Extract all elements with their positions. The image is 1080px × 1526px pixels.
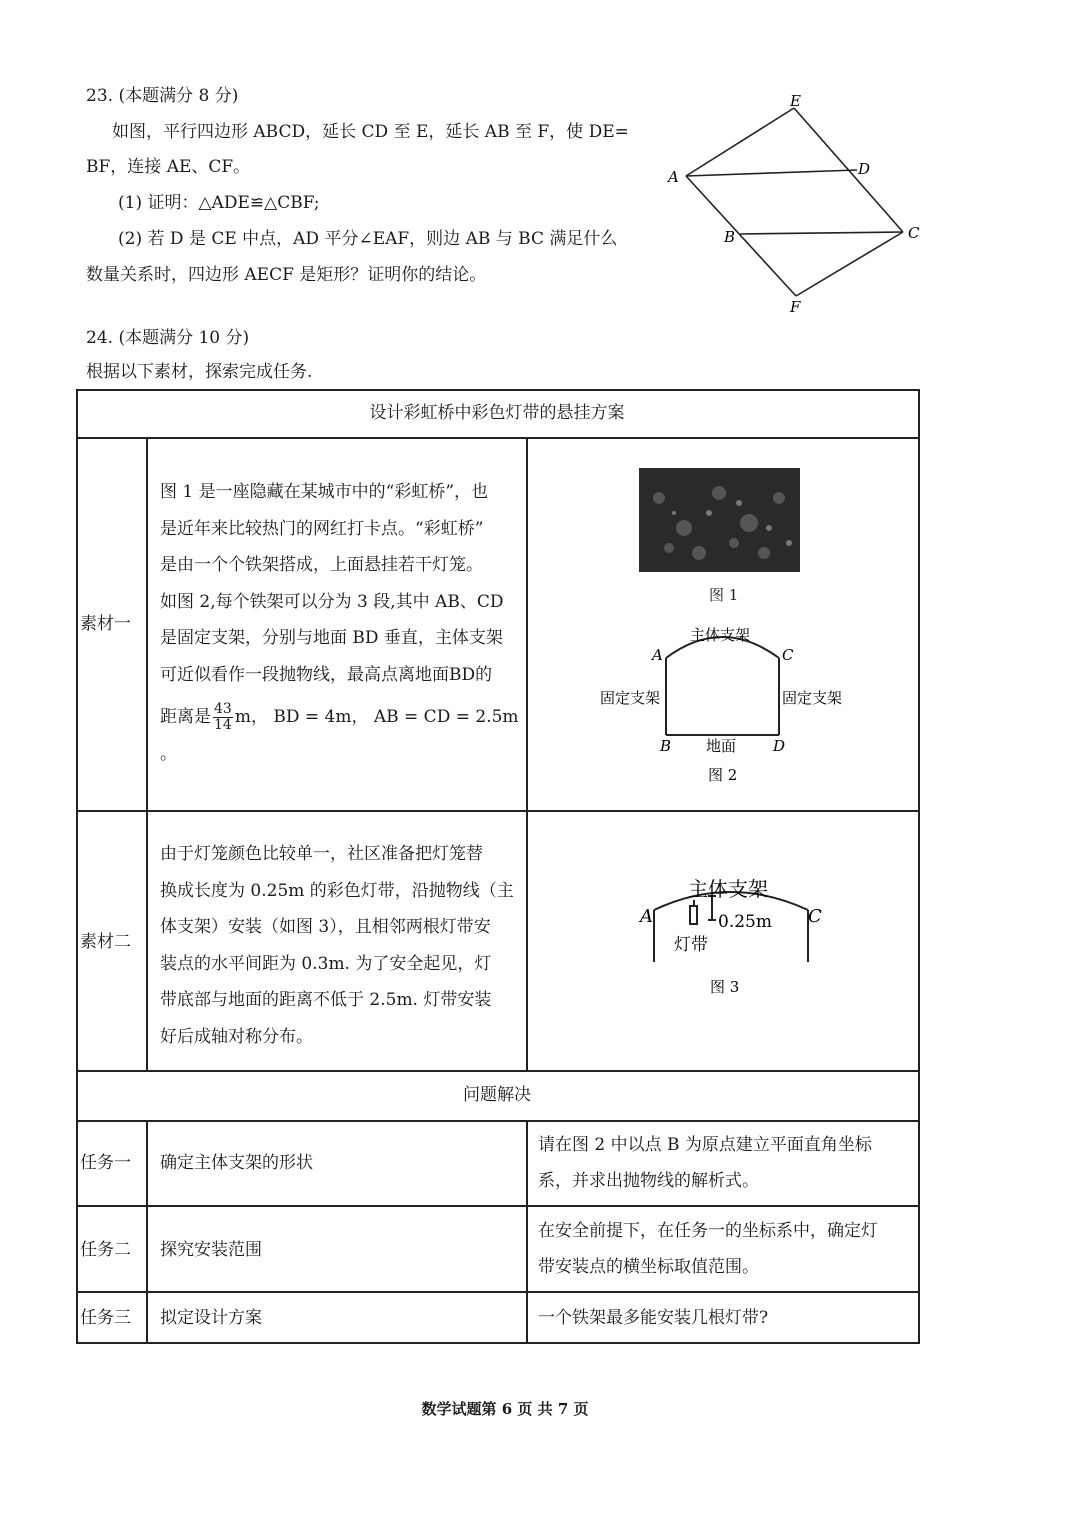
q23-part1: (1) 证明：△ADE≌△CBF; (118, 193, 320, 213)
material-1-text (160, 474, 522, 772)
m1-line-last (160, 699, 522, 772)
figure-3-light-strip (630, 870, 850, 1000)
fig2-label-B: B (660, 737, 672, 755)
task-1-name: 确定主体支架的形状 (160, 1153, 313, 1173)
q23-parallelogram-figure (660, 90, 940, 320)
m2-line: 带底部与地面的距离不低于 2.5m. 灯带安装 (160, 990, 492, 1010)
task-3-label: 任务三 (80, 1308, 131, 1328)
fig3-label-C: C (808, 906, 822, 927)
fig2-label-D: D (773, 737, 786, 755)
task-3-name: 拟定设计方案 (160, 1308, 262, 1328)
task-2-label: 任务二 (80, 1240, 131, 1260)
label-E: E (790, 92, 801, 110)
q24-header: 24. (本题满分 10 分) (86, 328, 250, 348)
task-2-desc-2: 带安装点的横坐标取值范围。 (538, 1257, 759, 1277)
fig2-label-A: A (652, 646, 663, 664)
label-A: A (668, 168, 679, 186)
m1-line: 是固定支架，分别与地面 BD 垂直，主体支架 (160, 628, 503, 648)
material-1-label: 素材一 (80, 614, 131, 634)
q23-part2-a: (2) 若 D 是 CE 中点，AD 平分∠EAF，则边 AB 与 BC 满足什么 (118, 229, 618, 249)
task-1-label: 任务一 (80, 1153, 131, 1173)
m1-last-suffix: m， BD = 4m， AB = CD = 2.5m 。 (160, 707, 519, 764)
m1-line: 如图 2,每个铁架可以分为 3 段,其中 AB、CD (160, 591, 504, 612)
label-D: D (858, 160, 871, 178)
fig2-fixed-right: 固定支架 (782, 689, 843, 707)
q23-header: 23. (本题满分 8 分) (86, 86, 239, 106)
m1-line: 图 1 是一座隐藏在某城市中的“彩虹桥”，也 (160, 482, 489, 502)
fig2-fixed-left: 固定支架 (600, 689, 661, 707)
figure-1-caption: 图 1 (709, 586, 739, 604)
task-1-desc-1: 请在图 2 中以点 B 为原点建立平面直角坐标 (538, 1135, 872, 1155)
label-F: F (790, 298, 801, 316)
fig2-caption: 图 2 (708, 766, 738, 784)
fig3-caption: 图 3 (710, 978, 740, 996)
fig2-ground: 地面 (706, 737, 737, 755)
task-1-desc-2: 系，并求出抛物线的解析式。 (538, 1171, 759, 1191)
m1-line: 是由一个个铁架搭成，上面悬挂若干灯笼。 (160, 555, 483, 575)
m1-line: 可近似看作一段抛物线，最高点离地面BD的 (160, 664, 493, 685)
task-2-desc-1: 在安全前提下，在任务一的坐标系中，确定灯 (538, 1221, 878, 1241)
q23-part2-b: 数量关系时，四边形 AECF 是矩形？证明你的结论。 (86, 265, 487, 285)
task-3-desc-1: 一个铁架最多能安装几根灯带? (538, 1308, 769, 1328)
m1-line: 是近年来比较热门的网红打卡点。“彩虹桥” (160, 518, 484, 539)
solve-title: 问题解决 (463, 1085, 531, 1105)
fig2-label-C: C (782, 646, 794, 664)
table-title: 设计彩虹桥中彩色灯带的悬挂方案 (369, 403, 625, 423)
m2-line: 换成长度为 0.25m 的彩色灯带，沿抛物线（主 (160, 880, 514, 901)
m1-last-prefix: 距离是 (160, 707, 211, 727)
figure-1-photo (639, 468, 800, 572)
fig3-length: 0.25m (718, 912, 772, 932)
label-C: C (908, 224, 920, 242)
fig3-light-strip: 灯带 (674, 935, 708, 955)
page-footer: 数学试题第 6 页 共 7 页 (421, 1400, 589, 1418)
m2-line: 好后成轴对称分布。 (160, 1026, 313, 1047)
m2-line: 体支架）安装（如图 3），且相邻两根灯带安 (160, 917, 491, 937)
q23-line2: BF，连接 AE、CF。 (86, 157, 251, 177)
material-2-label: 素材二 (80, 932, 131, 952)
label-B: B (724, 228, 736, 246)
fig3-main-support: 主体支架 (688, 877, 768, 901)
q24-intro: 根据以下素材，探索完成任务. (86, 362, 313, 382)
task-2-name: 探究安装范围 (160, 1240, 262, 1260)
figure-2-frame (590, 620, 860, 790)
fig3-label-A: A (640, 906, 653, 927)
height-fraction (213, 702, 233, 734)
fraction-numerator: 43 (214, 700, 232, 717)
fig2-main-support: 主体支架 (690, 626, 751, 644)
fraction-denominator: 14 (214, 717, 232, 733)
material-2-text (160, 836, 522, 1055)
q23-line1: 如图，平行四边形 ABCD，延长 CD 至 E，延长 AB 至 F，使 DE= (112, 122, 629, 142)
m2-line: 装点的水平间距为 0.3m. 为了安全起见，灯 (160, 953, 492, 974)
m2-line: 由于灯笼颜色比较单一，社区准备把灯笼替 (160, 844, 483, 864)
